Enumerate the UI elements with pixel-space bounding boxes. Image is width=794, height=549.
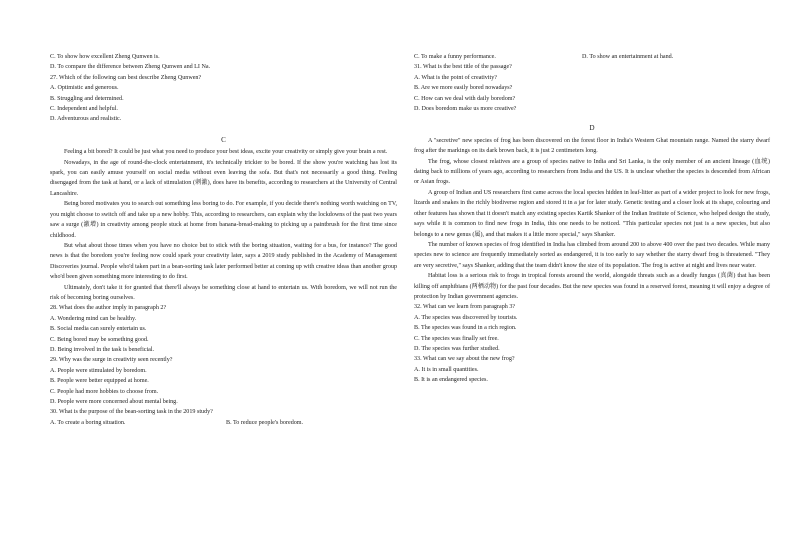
option-line: A. It is in small quantities.: [414, 366, 479, 373]
passage-paragraph: Feeling a bit bored? It could be just what you need to produce your best ideas, excite your creativity or simply give your brain a rest.: [64, 149, 388, 156]
option-line: B. The species was found in a rich region.: [414, 325, 517, 332]
option-line: D. People were more concerned about mental being.: [50, 399, 178, 405]
question-stem: 28. What does the author imply in paragraph 2?: [50, 305, 167, 312]
passage-paragraph: Being bored motivates you to search out something less boring to do. For example, if you decide there's nothing worth watching on TV, you might choose to switch off and take up a new hobby. This, according to researchers, can explain why the lockdowns of the past two years saw a surge (激增) in creativity among people stuck at home from banana-bread-making to picking up a paintbrush for the first time since childhood.: [50, 201, 397, 239]
option-line: D. To compare the difference between Zheng Qunwen and LI Na.: [50, 64, 211, 71]
option-d: D. To show an entertainment at hand.: [582, 54, 674, 60]
passage-paragraph: Nowadays, in the age of round-the-clock entertainment, it's technically trickier to be bored. If the show you're watching has lost its spark, you can easily amuse yourself on social media without even leaving the sofa. But that's not necessarily a good thing. Feeling disengaged from the task at hand, or a lack of stimulation (刺激), does have its benefits, according to researchers at the University of Central Lancashire.: [50, 159, 397, 197]
option-b: B. To reduce people's boredom.: [226, 419, 304, 426]
option-row: [50, 418, 397, 428]
option-line: B. It is an endangered species.: [414, 377, 488, 384]
passage-paragraph: Habitat loss is a serious risk to frogs in tropical forests around the world, alongside threats such as a deadly fungus (真菌) that has been killing off amphibians (两栖动物) for the past four decades. But the new species was found in a reserved forest, meaning it will enjoy a degree of protection by Indian government agencies.: [414, 273, 770, 300]
section-heading-c: C: [221, 135, 226, 144]
option-line: C. The species was finally set free.: [414, 335, 499, 342]
option-line: B. Struggling and determined.: [50, 95, 124, 102]
option-line: A. People were stimulated by boredom.: [50, 367, 147, 374]
passage-paragraph: But what about those times when you have no choice but to stick with the boring situation, waiting for a bus, for instance? The good news is that the boredom you're feeling now could spark your creativity later, says a 2019 study published in the Academy of Management Discoveries journal. People who'd taken part in a bean-sorting task later performed better at coming up with creative ideas than another group who'd been given something more interesting to do first.: [50, 242, 397, 281]
option-line: A. What is the point of creativity?: [414, 74, 497, 81]
right-column: [414, 52, 770, 386]
passage-paragraph: A "secretive" new species of frog has been discovered on the forest floor in India's Western Ghat mountain range. Named the starry dwarf frog after the markings on its dark brown back, it is just 2 centimeters long.: [414, 137, 770, 155]
option-line: A. The species was discovered by tourists.: [414, 314, 518, 321]
option-line: B. Social media can surely entertain us.: [50, 326, 147, 333]
option-row: [414, 52, 770, 62]
question-stem: 33. What can we say about the new frog?: [414, 356, 515, 363]
passage-paragraph: A group of Indian and US researchers first came across the local species hidden in leaf-litter as part of a wider project to look for new frogs, lizards and snakes in the richly biodiverse region and stored it in a jar for later study. Genetic testing and a closer look at its shape, colouring and other features has shown that it doesn't match any existing species Kartik Shanker of the Indian Institute of Science, who helped design the study, says while it is common to find new frogs in India, this one needs to be noticed. "This particular species not just is a new species, but also belongs to a new genus (属), and that makes it a little more special," says Shanker.: [414, 189, 770, 238]
left-column: [50, 52, 397, 428]
option-line: B. People were better equipped at home.: [50, 378, 149, 385]
option-line: A. Optimistic and generous.: [50, 85, 119, 92]
option-c: C. To make a funny performance.: [414, 54, 496, 60]
option-line: C. Being bored may be something good.: [50, 336, 149, 343]
option-line: D. Adventurous and realistic.: [50, 116, 122, 123]
option-line: C. People had more hobbies to choose from.: [50, 388, 159, 395]
option-line: A. Wondering mind can be healthy.: [50, 315, 137, 322]
question-stem: 30. What is the purpose of the bean-sorting task in the 2019 study?: [50, 409, 213, 416]
passage-paragraph: Ultimately, don't take it for granted that there'll always be something close at hand to entertain us. With boredom, we will not run the risk of becoming boring ourselves.: [50, 284, 397, 301]
option-a: A. To create a boring situation.: [50, 419, 126, 426]
passage-paragraph: The frog, whose closest relatives are a group of species native to India and Sri Lanka, is the only member of an ancient lineage (血统) dating back to millions of years ago, according to researchers from India and the US. It is unclear whether the species is descended from African or Asian frogs.: [414, 158, 770, 186]
passage-paragraph: The number of known species of frog identified in India has climbed from around 200 to above 400 over the past two decades. While many species new to science are frequently immediately sorted as endangered, it is too early to say whether the starry dwarf frog is threatened. "They are very secretive," says Shanker, adding that the team didn't know the size of its population. The frog is active at night and lives near water.: [414, 241, 770, 269]
option-line: C. How can we deal with daily boredom?: [414, 95, 516, 102]
option-line: D. The species was further studied.: [414, 345, 500, 352]
option-line: D. Being involved in the task is beneficial.: [50, 346, 155, 353]
option-line: C. Independent and helpful.: [50, 106, 118, 113]
option-line: B. Are we more easily bored nowadays?: [414, 85, 513, 92]
section-heading-d: D: [589, 124, 595, 133]
question-stem: 27. Which of the following can best describe Zheng Qunwen?: [50, 74, 202, 81]
question-stem: 32. What can we learn from paragraph 3?: [414, 304, 516, 311]
option-line: D. Does boredom make us more creative?: [414, 106, 517, 113]
question-stem: 31. What is the best title of the passage?: [414, 64, 512, 71]
question-stem: 29. Why was the surge in creativity seen recently?: [50, 357, 173, 364]
option-line: C. To show how excellent Zheng Qunwen is.: [50, 54, 160, 60]
